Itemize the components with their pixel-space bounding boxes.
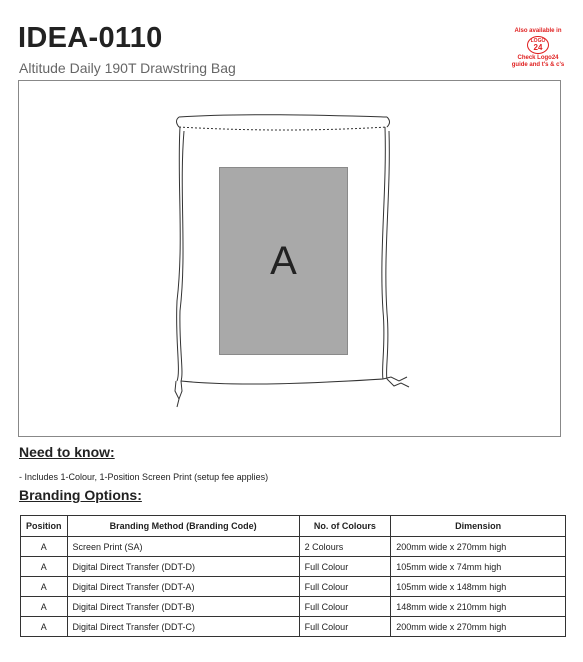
column-header: Dimension [391, 516, 566, 537]
cell-dimension: 105mm wide x 148mm high [391, 577, 566, 597]
logo24-badge-icon [527, 36, 549, 54]
column-header: Branding Method (Branding Code) [67, 516, 299, 537]
column-header: Position [21, 516, 68, 537]
product-diagram [18, 80, 561, 437]
cell-colours: Full Colour [299, 577, 391, 597]
logo24-line3: guide and t's & c's [511, 62, 565, 68]
print-area-a: A [219, 167, 348, 355]
logo24-note [500, 28, 576, 69]
table-row [21, 617, 566, 637]
table-row [21, 577, 566, 597]
table-row [21, 537, 566, 557]
logo24-line1: Also available in [514, 28, 562, 34]
logo24-badge-top: LOGO [530, 37, 546, 44]
need-to-know-note: - Includes 1-Colour, 1-Position Screen Print (setup fee applies) [19, 472, 269, 482]
cell-colours: Full Colour [299, 557, 391, 577]
cell-colours: Full Colour [299, 617, 391, 637]
table-row [21, 557, 566, 577]
cell-method: Digital Direct Transfer (DDT-C) [67, 617, 299, 637]
branding-options-heading: Branding Options: [19, 487, 142, 503]
cell-method: Screen Print (SA) [67, 537, 299, 557]
cell-dimension: 105mm wide x 74mm high [391, 557, 566, 577]
product-code: IDEA-0110 [18, 22, 163, 54]
logo24-line2: Check Logo24 [517, 55, 559, 61]
cell-position: A [21, 617, 68, 637]
branding-options-table [20, 515, 566, 637]
need-to-know-heading: Need to know: [19, 444, 115, 460]
cell-method: Digital Direct Transfer (DDT-D) [67, 557, 299, 577]
cell-position: A [21, 537, 68, 557]
cell-dimension: 148mm wide x 210mm high [391, 597, 566, 617]
cell-colours: Full Colour [299, 597, 391, 617]
cell-method: Digital Direct Transfer (DDT-A) [67, 577, 299, 597]
column-header: No. of Colours [299, 516, 391, 537]
cell-colours: 2 Colours [299, 537, 391, 557]
cell-method: Digital Direct Transfer (DDT-B) [67, 597, 299, 617]
cell-dimension: 200mm wide x 270mm high [391, 537, 566, 557]
cell-dimension: 200mm wide x 270mm high [391, 617, 566, 637]
table-row [21, 597, 566, 617]
product-name: Altitude Daily 190T Drawstring Bag [19, 60, 236, 76]
cell-position: A [21, 557, 68, 577]
cell-position: A [21, 597, 68, 617]
table-header-row [21, 516, 566, 537]
cell-position: A [21, 577, 68, 597]
logo24-badge-num: 24 [533, 42, 543, 52]
